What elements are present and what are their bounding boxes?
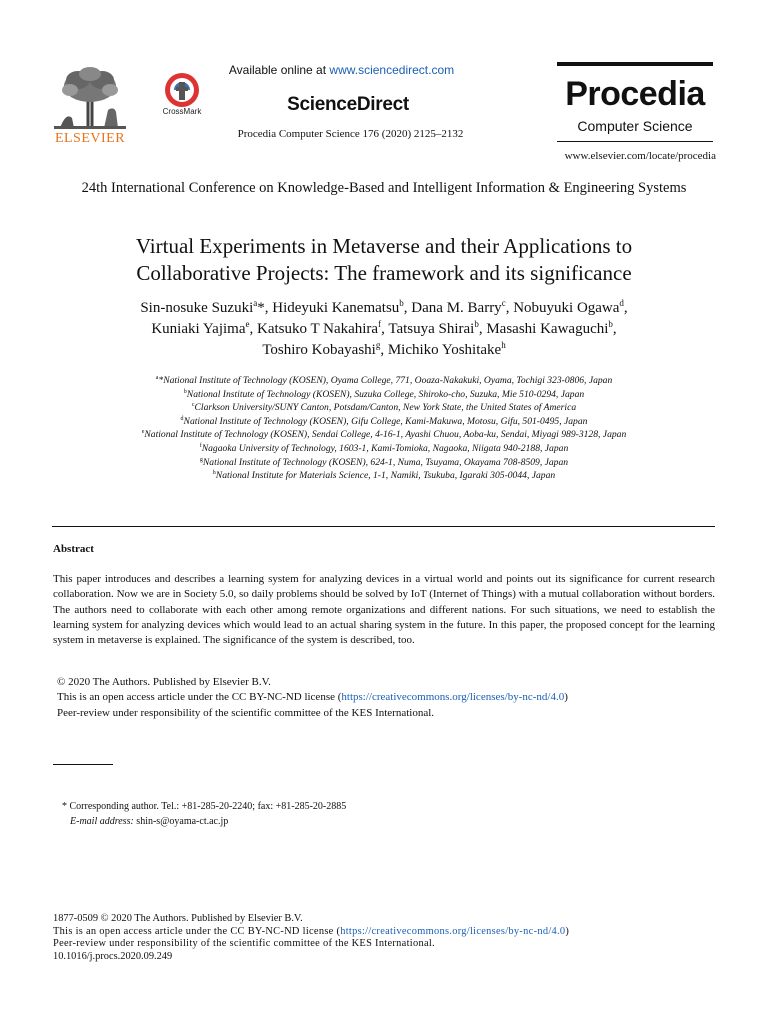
affiliation-item [60,442,708,456]
author-name: Nobuyuki Ogawa [513,300,620,316]
author-separator: , [403,300,412,316]
email-line [62,814,662,829]
license-link[interactable]: https://creativecommons.org/licenses/by-nc-nd/4.0 [341,691,565,704]
license-line [57,690,717,705]
author-line-3 [50,340,718,361]
license-suffix: ) [564,691,568,704]
author-name: Katsuko T Nakahira [257,321,379,337]
affiliation-mark: g [199,456,203,463]
author-affiliation-mark: c [501,298,506,308]
affiliation-item [60,469,708,483]
paper-title-line-2: Collaborative Projects: The framework and its significance [136,261,632,285]
author-name: Masashi Kawaguchi [486,321,609,337]
license-prefix: This is an open access article under the CC BY-NC-ND license ( [57,691,342,704]
author-name: Toshiro Kobayashi [262,342,376,358]
author-name: Kuniaki Yajima [151,321,246,337]
author-affiliation-mark: g [375,340,381,350]
affiliation-text: National Institute of Technology (KOSEN), 624-1, Numa, Tsuyama, Okayama 708-8509, Japan [202,456,569,468]
sciencedirect-link[interactable]: www.sciencedirect.com [329,63,455,77]
email-address[interactable]: shin-s@oyama-ct.ac.jp [133,816,229,827]
footer-license-suffix: ) [565,925,570,937]
copyright-block [57,675,717,721]
author-affiliation-mark: f [378,319,382,329]
paper-title [60,233,708,287]
corresponding-author-footnote [62,799,662,829]
affiliation-text: Clarkson University/SUNY Canton, Potsdam/Canton, New York State, the United States of America [194,402,577,414]
footnote-divider [53,764,113,765]
journal-reference: Procedia Computer Science 176 (2020) 2125–2132 [237,128,464,140]
author-list [50,298,718,361]
affiliation-item [60,374,708,388]
author-separator: , [381,321,389,337]
affiliation-mark: c [191,402,195,408]
affiliation-mark: a [155,374,159,381]
affiliation-text: National Institute of Technology (KOSEN), Sendai College, 4-16-1, Ayashi Chuou, Aoba-ku, Sendai, Miyagi 989-3128, Japan [144,429,627,441]
procedia-url[interactable]: www.elsevier.com/locate/procedia [564,150,716,162]
issn: 1877-0509 [53,913,99,924]
affiliation-text: National Institute for Materials Science, 1-1, Namiki, Tsukuba, Igaraki 305-0044, Japan [215,470,556,482]
procedia-name: Procedia [565,75,705,113]
affiliation-mark: e [141,429,145,436]
author-name: Michiko Yoshitake [387,342,502,358]
affiliation-text: National Institute of Technology (KOSEN), Suzuka College, Shiroko-cho, Suzuka, Mie 510-0294, Japan [186,388,585,400]
affiliation-mark: h [212,469,216,476]
author-name: Tatsuya Shirai [388,321,475,337]
author-separator: , [623,300,628,316]
issn-copyright: © 2020 The Authors. Published by Elsevier B.V. [98,913,303,924]
affiliation-item [60,415,708,429]
abstract-body: This paper introduces and describes a learning system for analyzing devices in a virtual world and points out its significance for current research collaboration. Now we are in Society 5.0, so daily problems should be solved by IoT (Internet of Things) with a mutual collaboration without borders. The authors need to collaborate with each other among remote organizations and different nations. For such situations, we need to establish the learning system for analyzing devices which would lead to an actual sharing system in the future. In this paper, the proposed concept for the learning system in metaverse is explained. The significance of the system is described, too. [53,573,715,647]
corresponding-mark: * [257,300,265,316]
procedia-subtitle: Computer Science [577,118,693,134]
author-line-1 [50,298,718,319]
paper-title-line-1: Virtual Experiments in Metaverse and their Applications to [135,234,633,258]
corresponding-author-line: * Corresponding author. Tel.: +81-285-20-2240; fax: +81-285-20-2885 [62,801,347,812]
author-affiliation-mark: b [399,298,404,308]
affiliation-item [60,428,708,442]
author-affiliation-mark: b [474,319,479,329]
affiliation-text: Nagaoka University of Technology, 1603-1, Kami-Tomioka, Nagaoka, Niigata 940-2188, Japan [201,442,569,454]
abstract-heading: Abstract [53,543,94,555]
affiliation-list [60,374,708,483]
peer-review-line: Peer-review under responsibility of the scientific committee of the KES International. [57,706,435,719]
author-name: Sin-nosuke Suzuki [140,300,254,316]
doi[interactable]: 10.1016/j.procs.2020.09.249 [53,950,173,962]
elsevier-wordmark: ELSEVIER [54,131,126,146]
footer-license-link[interactable]: https://creativecommons.org/licenses/by-nc-nd/4.0 [340,925,566,937]
affiliation-text: National Institute of Technology (KOSEN), Gifu College, Kami-Makuwa, Motosu, Gifu, 501-0495, Japan [183,415,588,427]
author-affiliation-mark: d [619,298,624,308]
article-metadata-footer [53,913,713,963]
affiliation-mark: f [199,442,202,449]
author-separator: , [380,342,388,358]
author-affiliation-mark: h [501,340,506,350]
author-separator: , [505,300,514,316]
procedia-logo [557,62,713,142]
affiliation-item [60,456,708,470]
crossmark-label: CrossMark [162,107,202,116]
author-separator: , [264,300,273,316]
author-separator: , [612,321,617,337]
author-name: Hideyuki Kanematsu [272,300,400,316]
footer-peer-review-line: Peer-review under responsibility of the scientific committee of the KES International. [53,938,435,950]
author-affiliation-mark: b [608,319,613,329]
available-prefix: Available online at [228,63,327,77]
affiliation-item [60,388,708,402]
footer-license-prefix: This is an open access article under the CC BY-NC-ND license ( [53,925,341,937]
footer-license-line [53,926,713,939]
author-line-2 [50,319,718,340]
affiliation-mark: b [183,388,187,395]
issn-line [53,913,713,926]
affiliation-item [60,401,708,415]
email-label: E-mail address: [70,816,134,827]
author-separator: , [249,321,257,337]
author-separator: , [478,321,487,337]
section-divider [52,526,715,527]
affiliation-mark: d [180,415,184,422]
conference-name: 24th International Conference on Knowledge-Based and Intelligent Information & Engineering Systems [81,180,687,196]
sciencedirect-wordmark: ScienceDirect [287,94,409,115]
affiliation-text: *National Institute of Technology (KOSEN), Oyama College, 771, Ooaza-Nakakuki, Oyama, Tochigi 323-0806, Japan [158,375,613,386]
author-name: Dana M. Barry [411,300,502,316]
author-affiliation-mark: a [253,298,258,308]
author-affiliation-mark: e [245,319,250,329]
copyright-line: © 2020 The Authors. Published by Elsevier B.V. [57,676,271,688]
